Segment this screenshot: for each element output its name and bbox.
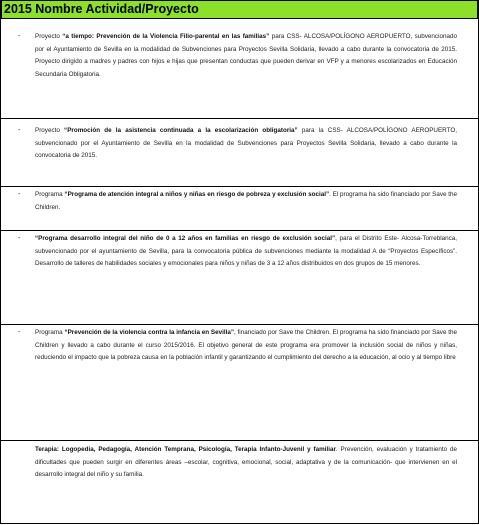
list-bullet: - [18,329,21,336]
table-row [1,186,478,231]
header-title: 2015 Nombre Actividad/Proyecto [4,2,199,16]
entry-text: Proyecto “Promoción de la asistencia continuada a la escolarización obligatoria” para la CSS- ALCOSA/POLÍGONO AEROPUERTO, subvencionado por el Ayuntamiento de Sevilla en la modalidad de Subvenciones para Proyectos Sevilla Solidaria, llevado a cabo durante la convocatoria de 2015. [35,127,457,160]
entry-title: “Programa de atención integral a niños y niñas en riesgo de pobreza y exclusión social” [64,191,330,198]
table-row [1,440,478,524]
entry-title: “Promoción de la asistencia continuada a la escolarización obligatoria” [64,127,298,134]
entry-text: Proyecto “a tiempo: Prevención de la Violencia Filio-parental en las familias” para CSS- ALCOSA/POLÍGONO AEROPUERTO, subvencionado por el Ayuntamiento de Sevilla en la modalidad de Subvenciones para Proyectos Sevilla Solidaria, llevado a cabo durante la convocatoria de 2015. Proyecto dirigido a madres y padres con hijos e hijas que presentan conductas que pueden derivar en VFP y a menores escolarizados en Educación Secundaria Obligatoria. [35,33,457,78]
list-bullet: - [18,191,21,198]
table-row [1,17,478,117]
table-row [1,118,478,187]
entry-text: “Programa desarrollo integral del niño de 0 a 12 años en familias en riesgo de exclusión social”, para el Distrito Este- Alcosa-Torreblanca, subvencionado por el ayuntamiento de Sevilla, para la convocatoria pública de subvenciones mediante la modalidad A de “Proyectos Específicos”. Desarrollo de talleres de habilidades sociales y emocionales para niños y niñas de 3 a 12 años distribuidos en dos grupos de 15 menores. [35,235,457,268]
list-bullet: - [18,33,21,40]
entry-title: “Prevención de la violencia contra la infancia en Sevilla” [64,329,235,336]
entry-title: “Programa desarrollo integral del niño de 0 a 12 años en familias en riesgo de exclusión social” [35,235,336,242]
table-row [1,230,478,325]
entry-text: Programa “Programa de atención integral a niños y niñas en riesgo de pobreza y exclusión social”. El programa ha sido financiado por Save the Children. [35,191,458,211]
list-bullet: - [18,235,21,242]
table-row [1,324,478,441]
entry-title: Terapia: Logopedia, Pedagogía, Atención Temprana, Psicología, Terapia Infanto-Juvenil y familiar [35,446,336,453]
entry-title: “a tiempo: Prevención de la Violencia Filio-parental en las familias” [62,33,270,40]
entry-text: Programa “Prevención de la violencia contra la infancia en Sevilla”, financiado por Save the Children. El programa ha sido financiado por Save the Children y llevado a cabo durante el curso 2015/2016. El objetivo general de este programa era promover la inclusión social de niños y niñas, reduciendo el impacto que la pobreza causa en la población infantil y garantizando el cumplimiento del derecho a la educación, al ocio y al tiempo libre [35,329,457,362]
entry-text: Terapia: Logopedia, Pedagogía, Atención Temprana, Psicología, Terapia Infanto-Juvenil y familiar. Prevención, evaluación y tratamiento de dificultades que pueden surgir en diferentes áreas –escolar, cognitiva, emocional, social, adaptativa y de la comunicación- que intervienen en el desarrollo integral del niño y su familia. [35,446,457,479]
list-bullet: - [18,127,21,134]
